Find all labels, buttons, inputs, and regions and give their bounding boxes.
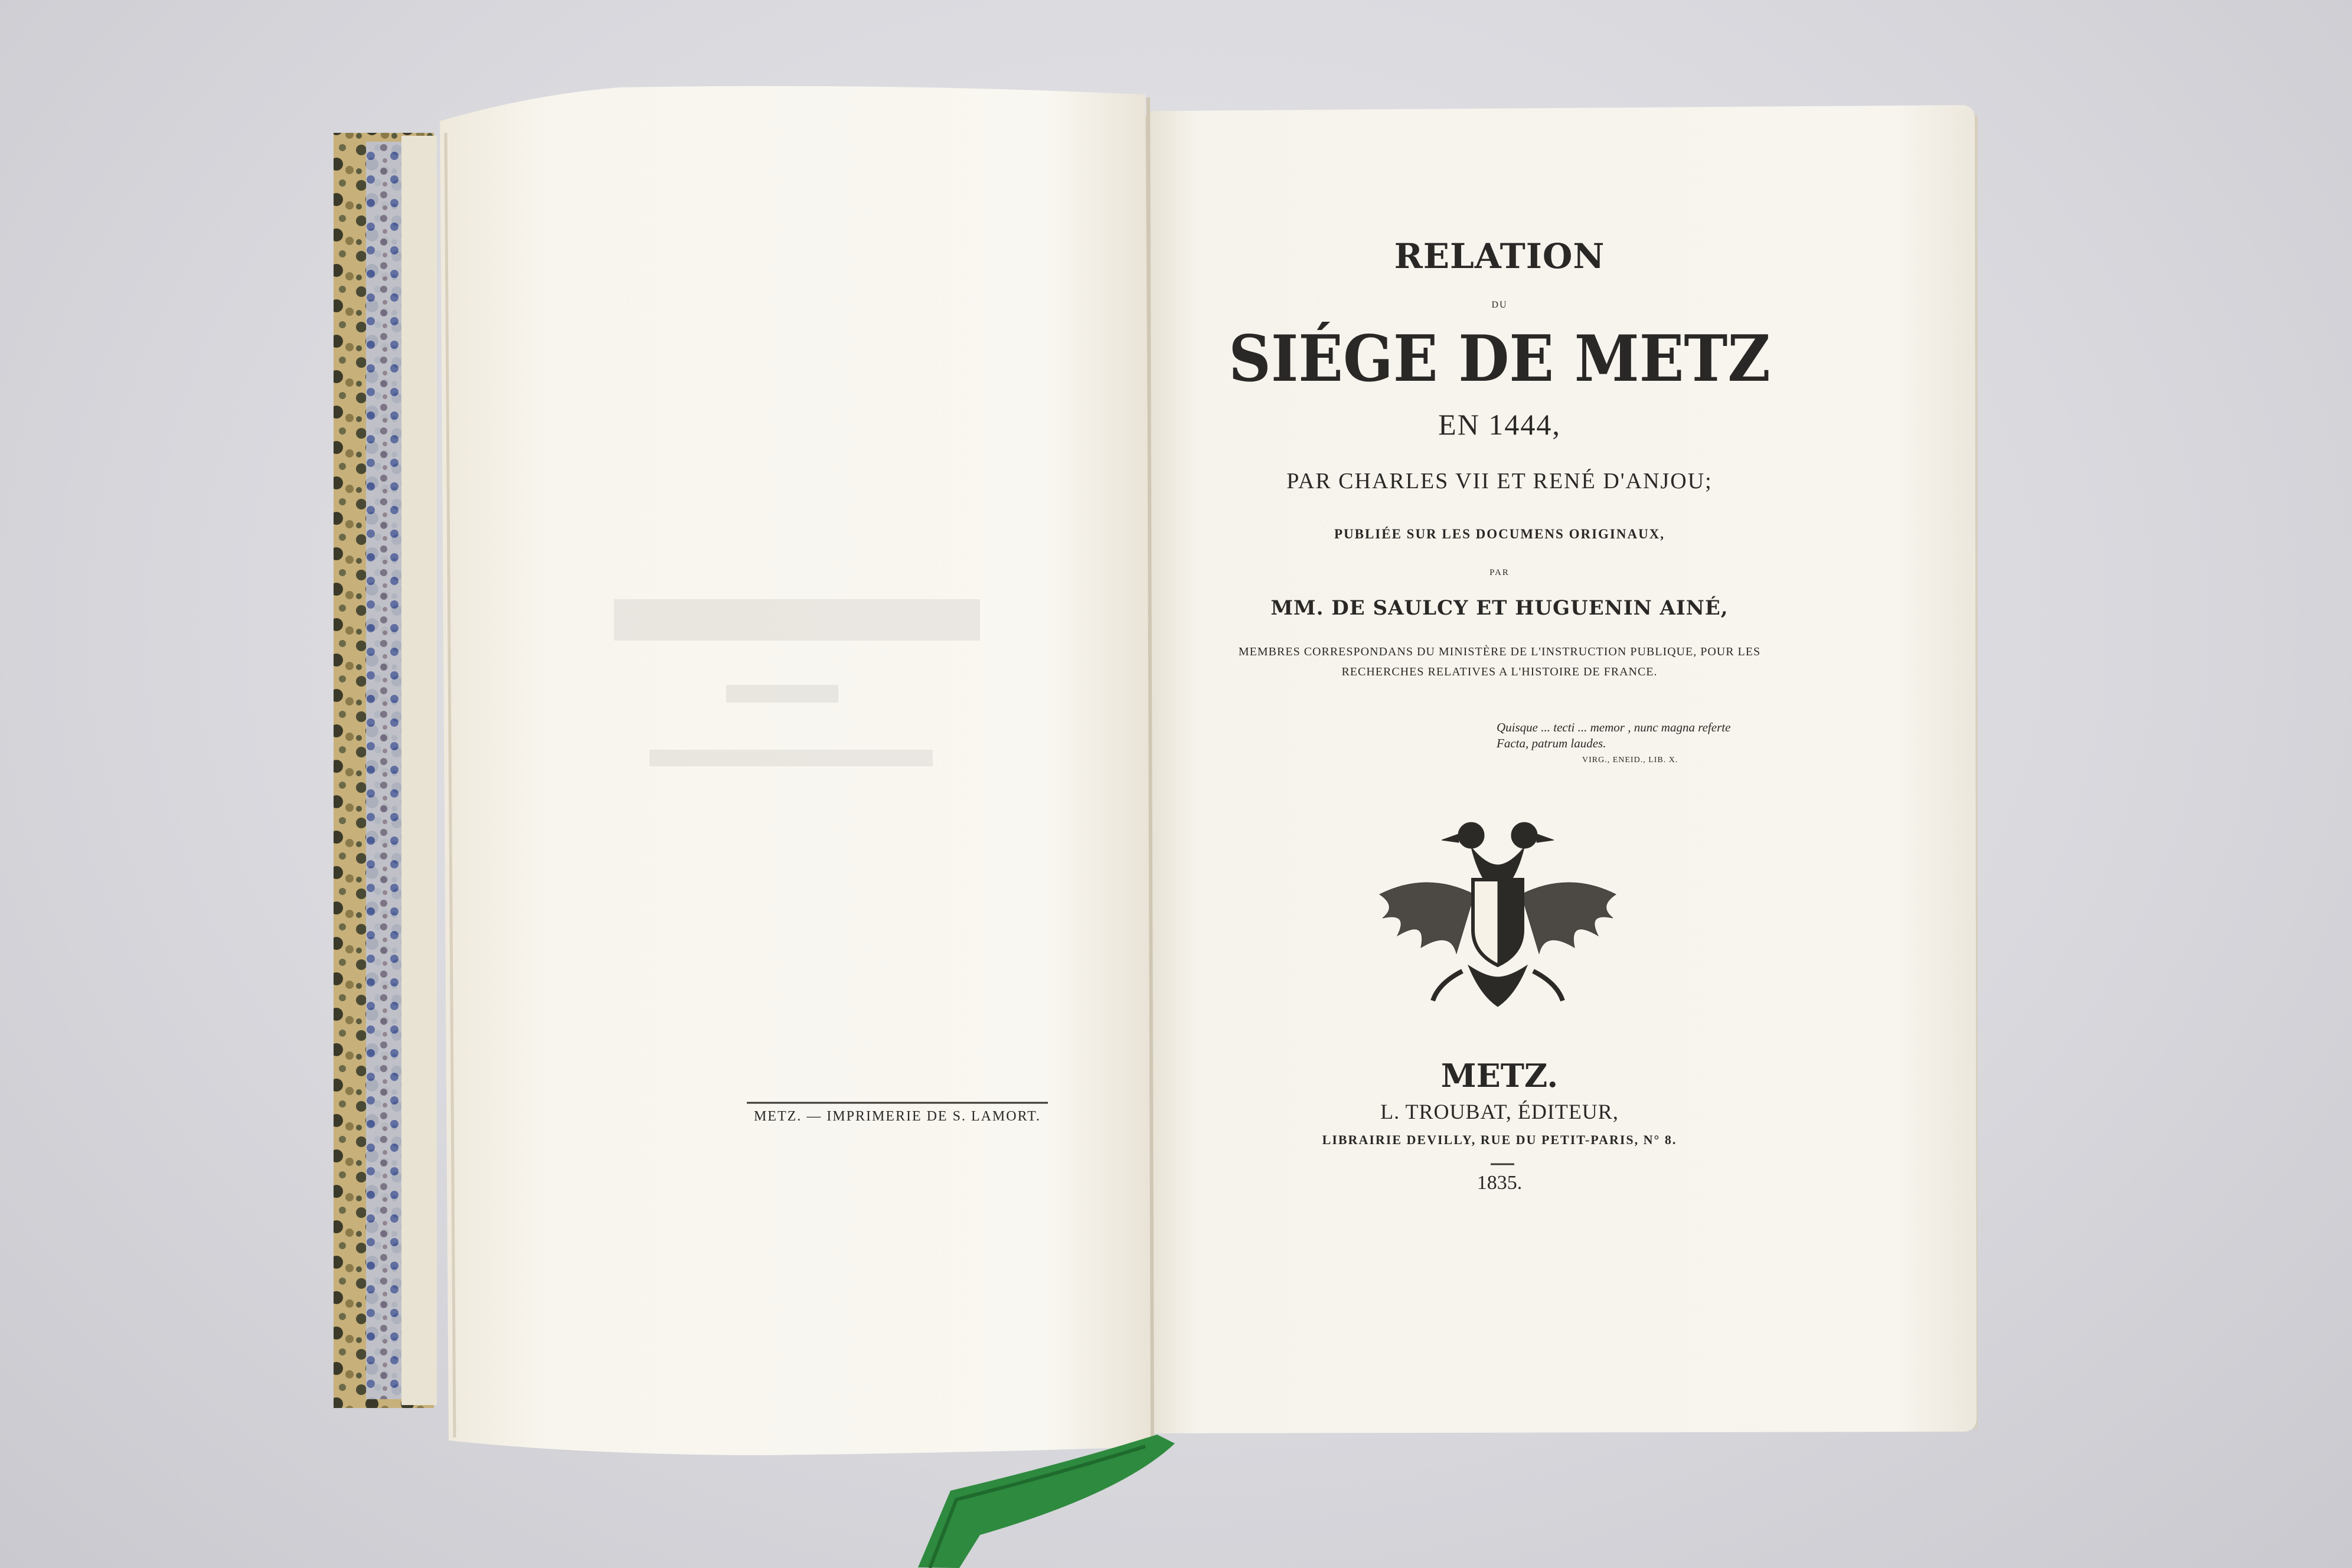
- authors-line: MM. DE SAULCY ET HUGUENIN AINÉ,: [1270, 596, 1729, 620]
- membership-line-1: MEMBRES CORRESPONDANS DU MINISTÈRE DE L'INSTRUCTION PUBLIQUE, POUR LES: [1238, 645, 1761, 658]
- verso-page: [440, 86, 1154, 1455]
- main-title: SIÉGE DE METZ: [1229, 322, 1770, 396]
- epigraph-source: VIRG., ENEID., LIB. X.: [1582, 756, 1678, 765]
- by-line: PAR CHARLES VII ET RENÉ D'ANJOU;: [1286, 469, 1713, 494]
- par-word: PAR: [1489, 568, 1510, 577]
- verso-imprint: METZ. — IMPRIMERIE DE S. LAMORT.: [753, 1109, 1041, 1124]
- published-line: PUBLIÉE SUR LES DOCUMENS ORIGINAUX,: [1334, 527, 1665, 541]
- title-page: [1145, 105, 1977, 1433]
- address-line: LIBRAIRIE DEVILLY, RUE DU PETIT-PARIS, N° 8.: [1322, 1132, 1677, 1147]
- du-word: DU: [1491, 300, 1508, 310]
- date-line: 1835.: [1476, 1172, 1523, 1194]
- relation-heading: RELATION: [1394, 236, 1605, 276]
- year-line: EN 1444,: [1438, 408, 1561, 441]
- epigraph-line-2: Facta, patrum laudes.: [1497, 736, 1606, 750]
- membership-line-2: RECHERCHES RELATIVES A L'HISTOIRE DE FRANCE.: [1341, 665, 1658, 678]
- epigraph-line-1: Quisque ... tecti ... memor , nunc magna referte: [1497, 720, 1731, 734]
- city-line: METZ.: [1440, 1057, 1559, 1095]
- publisher-line: L. TROUBAT, ÉDITEUR,: [1380, 1100, 1619, 1123]
